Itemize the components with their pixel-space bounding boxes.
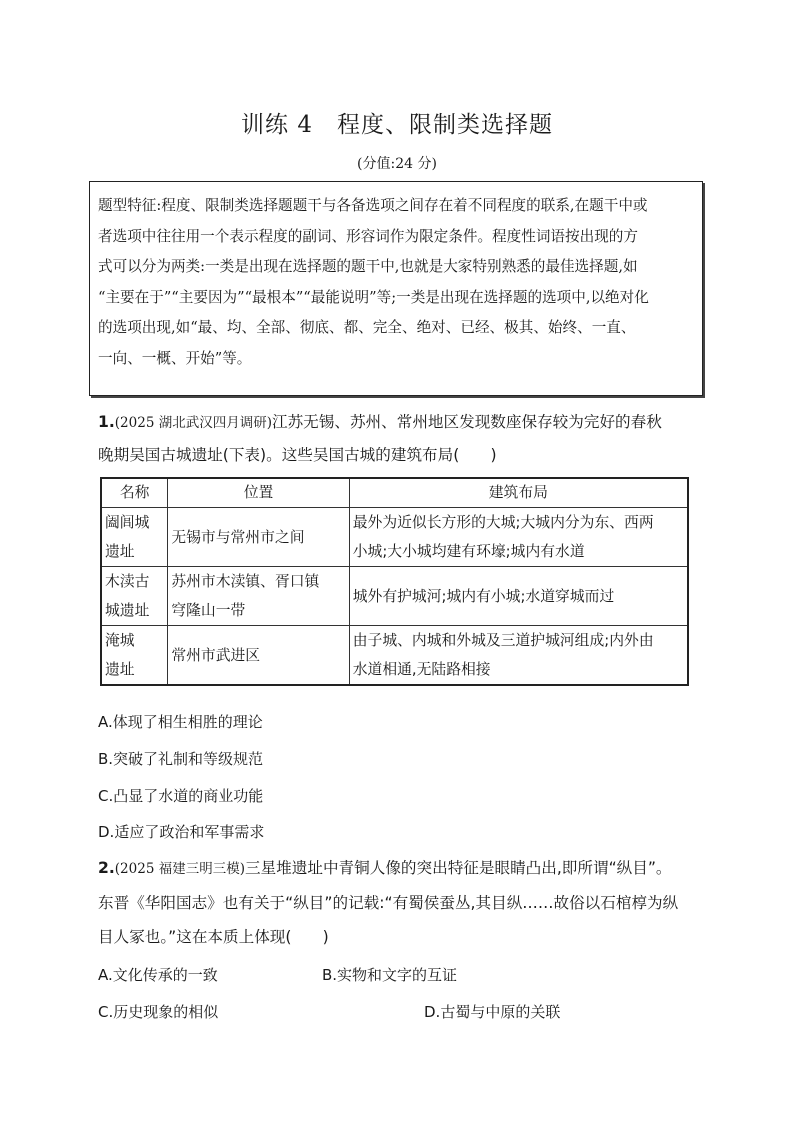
intro-line: 题型特征:程度、限制类选择题题干与各备选项之间存在着不同程度的联系,在题干中或 bbox=[98, 197, 648, 214]
table-row bbox=[101, 626, 688, 686]
q1-option-c[interactable]: C.凸显了水道的商业功能 bbox=[98, 787, 264, 805]
cell-name: 木渎古 城遗址 bbox=[101, 567, 168, 626]
score-subtitle: (分值:24 分) bbox=[357, 156, 437, 172]
q1-option-a[interactable]: A.体现了相生相胜的理论 bbox=[98, 713, 263, 731]
question-type-intro bbox=[89, 181, 703, 396]
q1-option-d[interactable]: D.适应了政治和军事需求 bbox=[98, 823, 265, 841]
intro-line: 者选项中往往用一个表示程度的副词、形容词作为限定条件。程度性词语按出现的方 bbox=[98, 227, 638, 245]
question-2-stem bbox=[98, 851, 708, 954]
intro-line: 式可以分为两类:一类是出现在选择题的题干中,也就是大家特别熟悉的最佳选择题,如 bbox=[98, 258, 638, 275]
q2-option-d[interactable]: D.古蜀与中原的关联 bbox=[424, 1003, 561, 1021]
cell-location: 无锡市与常州市之间 bbox=[168, 508, 349, 567]
header-location: 位置 bbox=[168, 478, 349, 508]
intro-line: “主要在于”“主要因为”“最根本”“最能说明”等;一类是出现在选择题的选项中,以绝对化 bbox=[98, 288, 649, 306]
table-header-row bbox=[101, 478, 688, 508]
question-number: 2. bbox=[98, 859, 115, 877]
cell-name: 阖闾城 遗址 bbox=[101, 508, 168, 567]
cell-layout: 城外有护城河;城内有小城;水道穿城而过 bbox=[349, 567, 688, 626]
question-source: (2025 湖北武汉四月调研) bbox=[114, 415, 272, 431]
q2-option-a[interactable]: A.文化传承的一致 bbox=[98, 966, 218, 984]
question-1-line-2: 晚期吴国古城遗址(下表)。这些吴国古城的建筑布局( ) bbox=[98, 446, 497, 464]
cell-layout: 由子城、内城和外城及三道护城河组成;内外由 水道相通,无陆路相接 bbox=[349, 626, 688, 686]
q2-option-c[interactable]: C.历史现象的相似 bbox=[98, 1003, 219, 1021]
header-name: 名称 bbox=[101, 478, 168, 508]
intro-line: 一向、一概、开始”等。 bbox=[98, 349, 252, 367]
cell-name: 淹城 遗址 bbox=[101, 626, 168, 686]
ruins-table bbox=[100, 477, 689, 686]
question-2-line-1 bbox=[98, 851, 708, 886]
question-text: 江苏无锡、苏州、常州地区发现数座保存较为完好的春秋 bbox=[271, 413, 662, 431]
cell-location: 常州市武进区 bbox=[168, 626, 349, 686]
question-number: 1. bbox=[98, 413, 115, 431]
table-row bbox=[101, 508, 688, 567]
cell-layout: 最外为近似长方形的大城;大城内分为东、西两 小城;大小城均建有环壕;城内有水道 bbox=[349, 508, 688, 567]
question-2-line-3: 目人冢也。”这在本质上体现( ) bbox=[98, 928, 329, 946]
header-layout: 建筑布局 bbox=[349, 478, 688, 508]
table-row bbox=[101, 567, 688, 626]
question-text: 三星堆遗址中青铜人像的突出特征是眼睛凸出,即所谓“纵目”。 bbox=[244, 859, 672, 877]
cell-location: 苏州市木渎镇、胥口镇 穹隆山一带 bbox=[168, 567, 349, 626]
question-source: (2025 福建三明三模) bbox=[114, 861, 245, 877]
intro-line: 的选项出现,如“最、均、全部、彻底、都、完全、绝对、已经、极其、始终、一直、 bbox=[98, 319, 636, 336]
question-1-line-1 bbox=[98, 406, 698, 439]
q2-option-b[interactable]: B.实物和文字的互证 bbox=[322, 966, 458, 984]
q1-option-b[interactable]: B.突破了礼制和等级规范 bbox=[98, 750, 264, 768]
page-title: 训练 4 程度、限制类选择题 bbox=[241, 112, 553, 138]
question-2-line-2: 东晋《华阳国志》也有关于“纵目”的记载:“有蜀侯蚕丛,其目纵……故俗以石棺椁为纵 bbox=[98, 894, 679, 912]
question-1-stem bbox=[98, 406, 698, 471]
